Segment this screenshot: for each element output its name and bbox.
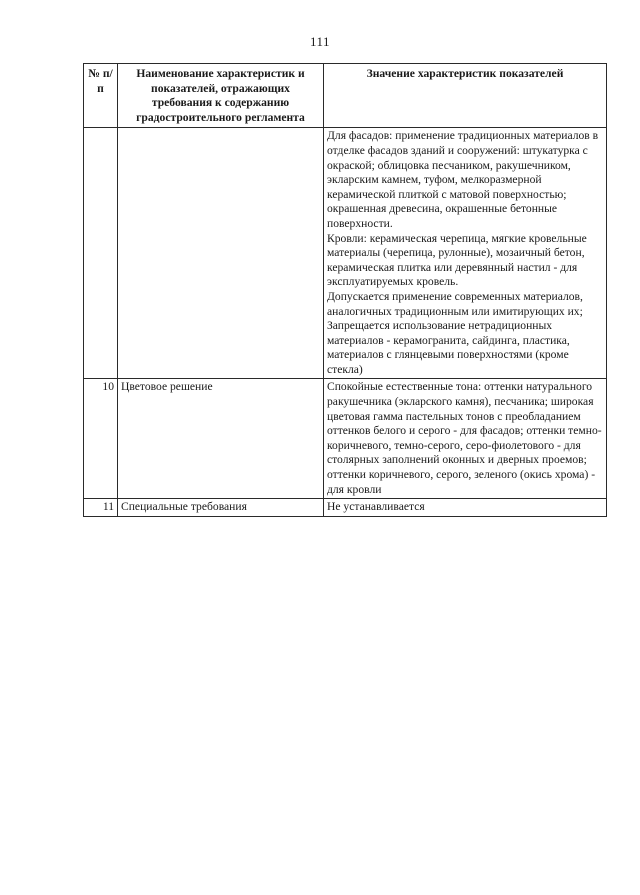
header-characteristic-name: Наименование характеристик и показателей, отражающих требования к содержанию градостроительного регламента xyxy=(118,64,324,128)
table-row xyxy=(84,128,607,379)
header-characteristic-value: Значение характеристик показателей xyxy=(324,64,607,128)
value-paragraph: Допускается применение современных материалов, аналогичных традиционным или имитирующих их; xyxy=(327,289,583,318)
regulation-table xyxy=(83,63,607,517)
page-number: 111 xyxy=(309,34,331,49)
header-number: № п/п xyxy=(84,64,118,128)
value-paragraph: Спокойные естественные тона: оттенки натурального ракушечника (экларского камня), песчаника; широкая цветовая гамма пастельных тонов с преобладанием оттенков белого и серого - для фасадов; оттенки темно-коричневого, темно-серого, серо-фиолетового - для столярных заполнений оконных и дверных проемов; оттенки коричневого, серого, зеленого (окись хрома) - для кровли xyxy=(327,380,602,496)
row-characteristic-name: Специальные требования xyxy=(118,499,324,517)
table-header-row xyxy=(84,64,607,128)
row-number: 10 xyxy=(84,379,118,499)
value-paragraph: Запрещается использование нетрадиционных материалов - керамогранита, сайдинга, пластика, материалов с глянцевыми поверхностями (кроме стекла) xyxy=(327,319,570,376)
row-number: 11 xyxy=(84,499,118,517)
table-row xyxy=(84,379,607,499)
row-characteristic-value xyxy=(324,499,607,517)
row-number xyxy=(84,128,118,379)
row-characteristic-value xyxy=(324,379,607,499)
row-characteristic-name xyxy=(118,128,324,379)
value-paragraph: Для фасадов: применение традиционных материалов в отделке фасадов зданий и сооружений: штукатурка с окраской; облицовка песчаником, ракушечником, экларским камнем, туфом, мелкоразмерной керамической плиткой с матовой поверхностью; окрашенная древесина, окрашенные бетонные поверхности. xyxy=(327,129,599,230)
table-row xyxy=(84,499,607,517)
row-characteristic-value xyxy=(324,128,607,379)
row-characteristic-name: Цветовое решение xyxy=(118,379,324,499)
value-paragraph: Кровли: керамическая черепица, мягкие кровельные материалы (черепица, рулонные), мозаичный бетон, керамическая плитка или деревянный настил - для эксплуатируемых кровель. xyxy=(327,231,587,289)
value-paragraph: Не устанавливается xyxy=(327,500,425,514)
